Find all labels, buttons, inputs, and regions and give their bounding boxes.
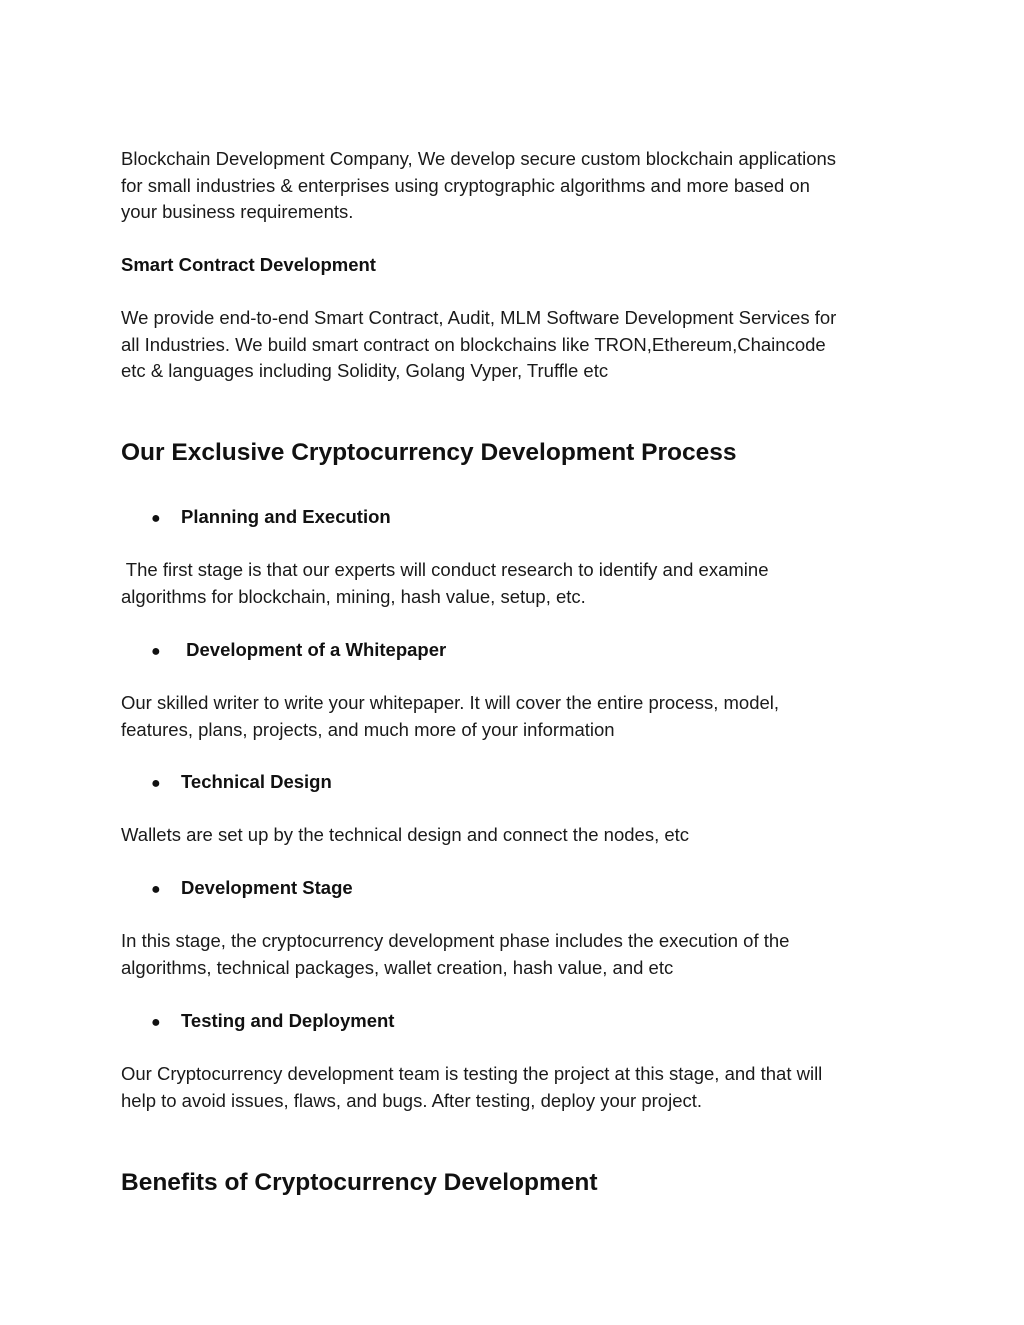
smart-contract-line: etc & languages including Solidity, Golang Vyper, Truffle etc — [121, 360, 609, 381]
step-line: Our Cryptocurrency development team is testing the project at this stage, and that will — [121, 1063, 823, 1084]
step-line: algorithms for blockchain, mining, hash value, setup, etc. — [121, 585, 586, 607]
bullet-icon: ● — [151, 881, 161, 898]
step-title: Development Stage — [181, 877, 353, 898]
step-line: In this stage, the cryptocurrency development phase includes the execution of the — [121, 930, 790, 951]
process-heading: Our Exclusive Cryptocurrency Development Process — [121, 439, 737, 466]
step-description — [121, 690, 911, 743]
bullet-icon: ● — [151, 643, 161, 660]
process-step-bullet — [151, 504, 391, 533]
process-step-bullet — [151, 637, 446, 666]
bullet-icon: ● — [151, 1014, 161, 1031]
intro-line: Blockchain Development Company, We develop secure custom blockchain applications — [121, 148, 837, 169]
smart-contract-heading: Smart Contract Development — [121, 254, 376, 275]
step-title: Planning and Execution — [181, 506, 391, 527]
intro-paragraph — [121, 146, 911, 226]
step-line: help to avoid issues, flaws, and bugs. After testing, deploy your project. — [121, 1089, 703, 1111]
benefits-heading: Benefits of Cryptocurrency Development — [121, 1169, 598, 1196]
step-line: algorithms, technical packages, wallet creation, hash value, and etc — [121, 956, 674, 978]
smart-contract-line: all Industries. We build smart contract on blockchains like TRON,Ethereum,Chaincode — [121, 333, 826, 355]
step-description — [121, 557, 911, 610]
bullet-icon: ● — [151, 775, 161, 792]
step-description — [121, 822, 911, 849]
step-description — [121, 928, 911, 981]
step-title: Technical Design — [181, 771, 332, 792]
step-line: Our skilled writer to write your whitepaper. It will cover the entire process, model, — [121, 692, 780, 713]
step-line: The first stage is that our experts will conduct research to identify and examine — [121, 559, 769, 580]
process-step-bullet — [151, 875, 353, 904]
smart-contract-paragraph — [121, 305, 911, 385]
intro-line: for small industries & enterprises using cryptographic algorithms and more based on — [121, 174, 810, 196]
step-line: Wallets are set up by the technical design and connect the nodes, etc — [121, 824, 690, 845]
intro-line: your business requirements. — [121, 201, 354, 222]
step-title: Testing and Deployment — [181, 1010, 395, 1031]
process-step-bullet — [151, 769, 332, 798]
step-line: features, plans, projects, and much more of your information — [121, 718, 615, 740]
smart-contract-line: We provide end-to-end Smart Contract, Audit, MLM Software Development Services for — [121, 307, 837, 328]
bullet-icon: ● — [151, 510, 161, 527]
process-step-bullet — [151, 1008, 394, 1037]
step-description — [121, 1061, 911, 1114]
step-title: Development of a Whitepaper — [181, 639, 447, 660]
